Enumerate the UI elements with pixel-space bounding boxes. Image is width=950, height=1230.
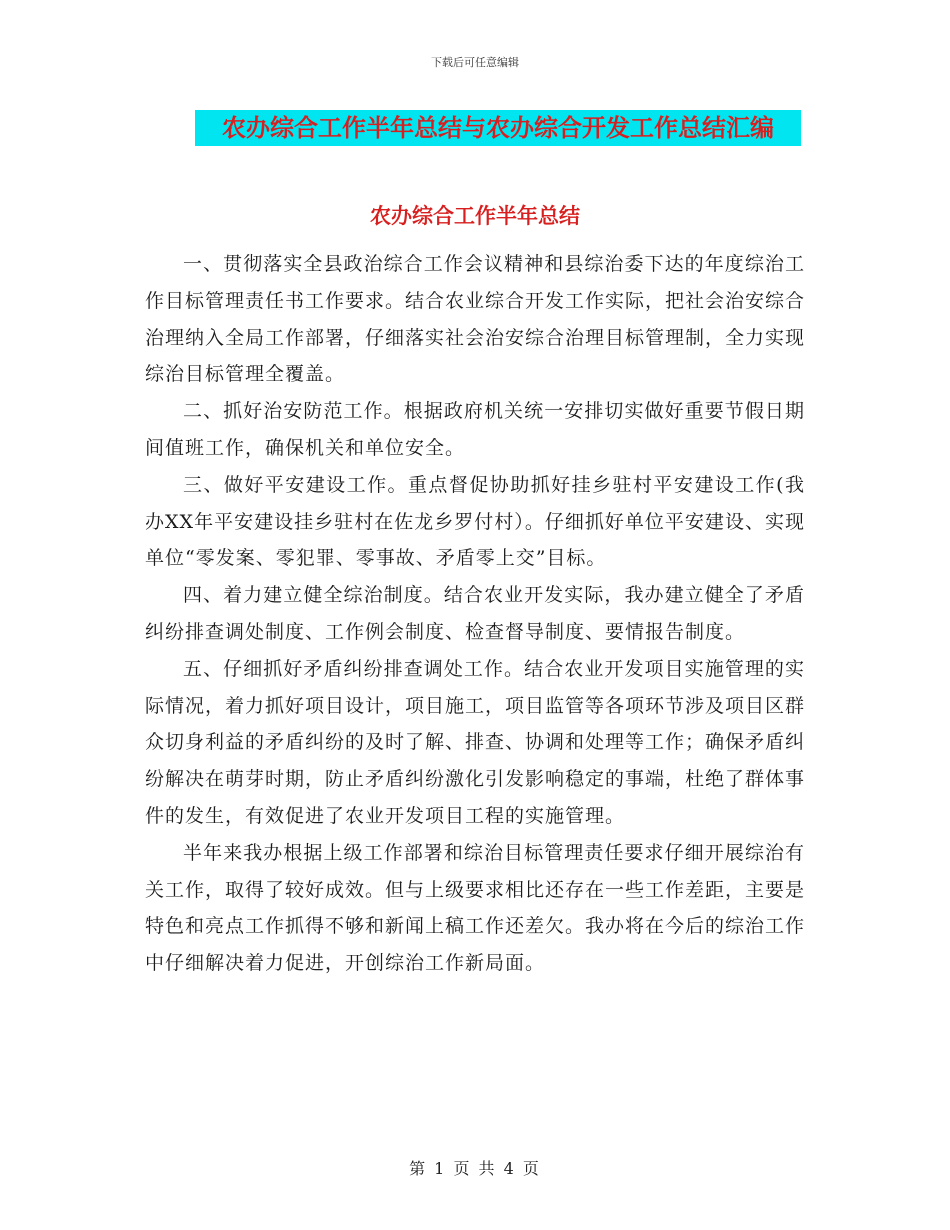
- paragraph: 半年来我办根据上级工作部署和综治目标管理责任要求仔细开展综治有关工作，取得了较好成效。但与上级要求相比还存在一些工作差距，主要是特色和亮点工作抓得不够和新闻上稿工作还差欠。我办将在今后的综治工作中仔细解决着力促进，开创综治工作新局面。: [145, 841, 806, 975]
- paragraph: 二、抓好治安防范工作。根据政府机关统一安排切实做好重要节假日期间值班工作，确保机关和单位安全。: [145, 400, 805, 459]
- paragraph: 五、仔细抓好矛盾纠纷排查调处工作。结合农业开发项目实施管理的实际情况，着力抓好项目设计，项目施工，项目监管等各项环节涉及项目区群众切身利益的矛盾纠纷的及时了解、排查、协调和处理等工作；确保矛盾纠纷解决在萌芽时期，防止矛盾纠纷激化引发影响稳定的事端，杜绝了群体事件的发生，有效促进了农业开发项目工程的实施管理。: [145, 657, 806, 827]
- section-title: 农办综合工作半年总结: [370, 204, 580, 228]
- page-footer: 第 1 页 共 4 页: [409, 1159, 541, 1178]
- header-note: 下载后可任意编辑: [431, 56, 519, 69]
- paragraph: 三、做好平安建设工作。重点督促协助抓好挂乡驻村平安建设工作(我办XX年平安建设挂乡驻村在佐龙乡罗付村）。仔细抓好单位平安建设、实现单位“零发案、零犯罪、零事故、矛盾零上交”目标。: [145, 473, 805, 570]
- document-body: [145, 246, 805, 982]
- main-title: 农办综合工作半年总结与农办综合开发工作总结汇编: [222, 114, 774, 142]
- paragraph: 四、着力建立健全综治制度。结合农业开发实际，我办建立健全了矛盾纠纷排查调处制度、工作例会制度、检查督导制度、要情报告制度。: [145, 584, 805, 643]
- paragraph: 一、贯彻落实全县政治综合工作会议精神和县综治委下达的年度综治工作目标管理责任书工作要求。结合农业综合开发工作实际，把社会治安综合治理纳入全局工作部署，仔细落实社会治安综合治理目标管理制，全力实现综治目标管理全覆盖。: [145, 253, 806, 386]
- main-title-highlight: [195, 110, 801, 146]
